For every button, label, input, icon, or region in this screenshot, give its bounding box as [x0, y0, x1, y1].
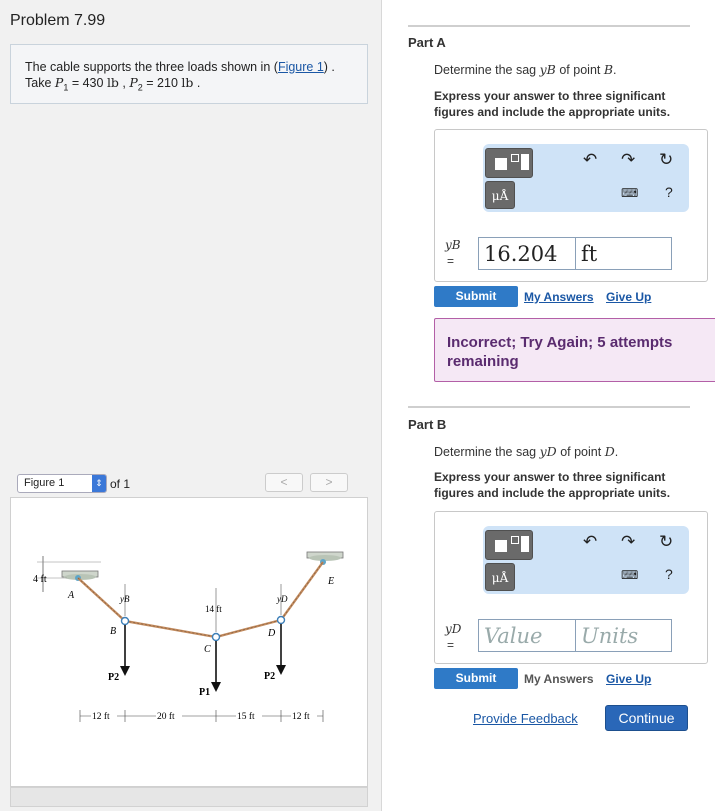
- p1-sub: 1: [63, 82, 69, 93]
- part-b-give-up-link[interactable]: Give Up: [606, 672, 652, 686]
- part-a-var-label: yB: [445, 238, 461, 252]
- p1-unit: lb: [106, 75, 119, 90]
- p1-label: P1: [199, 687, 211, 698]
- dim4-label: 12 ft: [292, 712, 310, 722]
- part-a-title: Part A: [408, 35, 446, 50]
- provide-feedback-link[interactable]: Provide Feedback: [473, 711, 578, 726]
- point-b-label: B: [110, 626, 117, 637]
- yb-label: yB: [120, 594, 130, 604]
- help-icon[interactable]: ?: [665, 566, 673, 582]
- units-button[interactable]: μÅ: [485, 181, 515, 209]
- template-button[interactable]: [485, 148, 533, 178]
- figure-count: of 1: [110, 477, 131, 491]
- p1-value: = 430: [71, 76, 104, 90]
- load-arrowhead-c: [211, 682, 221, 692]
- template-icon-box: [511, 536, 519, 544]
- point-d-label: D: [268, 628, 276, 639]
- p2-right-label: P2: [264, 671, 276, 682]
- part-b-var-label: yD: [445, 622, 462, 636]
- p2-value: = 210: [146, 76, 178, 90]
- part-a-question-point: B: [603, 62, 614, 77]
- dim1-label: 12 ft: [92, 712, 110, 722]
- template-icon-bar: [521, 154, 529, 170]
- part-a-answer-box: [434, 129, 708, 282]
- part-b-question-end: .: [614, 445, 619, 459]
- part-b-divider: [408, 406, 690, 408]
- p1-symbol: P: [54, 75, 64, 90]
- template-icon-bar: [521, 536, 529, 552]
- part-b-instruction: Express your answer to three significant figures and include the appropriate units.: [434, 470, 671, 500]
- part-b-question: [434, 444, 618, 459]
- next-figure-button[interactable]: >: [310, 473, 348, 492]
- point-e-label: E: [328, 576, 335, 587]
- statement-text-end: ) .: [323, 60, 335, 74]
- part-a-toolbar: [483, 144, 689, 212]
- figure-link[interactable]: Figure 1: [277, 60, 324, 74]
- help-icon[interactable]: ?: [665, 184, 673, 200]
- yd-label: yD: [277, 594, 288, 604]
- template-icon-box: [511, 154, 519, 162]
- figure-select[interactable]: [17, 474, 107, 493]
- figure-navigation-bar: [10, 469, 368, 497]
- part-a-equals: =: [447, 254, 455, 268]
- keyboard-icon[interactable]: ⌨: [621, 568, 639, 582]
- undo-icon[interactable]: ↶: [583, 150, 598, 169]
- figure-bottom-strip: [10, 787, 368, 807]
- p2-left-label: P2: [108, 672, 120, 683]
- part-a-question-var: yB: [539, 62, 556, 77]
- part-b-value-input[interactable]: Value: [478, 619, 576, 652]
- reset-icon[interactable]: ↻: [659, 150, 674, 169]
- figure-frame: [10, 497, 368, 787]
- statement-text: The cable supports the three loads shown in (: [25, 60, 278, 74]
- part-a-question-suffix: of point: [559, 63, 601, 77]
- template-button[interactable]: [485, 530, 533, 560]
- part-b-units-input[interactable]: Units: [575, 619, 672, 652]
- joint-c: [213, 634, 220, 641]
- point-a-label: A: [68, 590, 75, 601]
- p2-symbol: P: [129, 75, 138, 90]
- part-a-divider: [408, 25, 690, 27]
- part-b-answer-box: [434, 511, 708, 664]
- cable-figure: [11, 498, 367, 786]
- p2-unit: lb: [181, 75, 194, 90]
- part-b-question-var: yD: [539, 444, 557, 459]
- joint-d: [278, 617, 285, 624]
- take-label: Take: [25, 76, 52, 90]
- redo-icon[interactable]: ↷: [621, 150, 636, 169]
- part-b-question-suffix: of point: [560, 445, 602, 459]
- problem-statement: The cable supports the three loads shown in (Figure 1) . Take $P_1 = 430$ lb , $P_2 = 210$ lb .: [10, 44, 368, 104]
- part-a-feedback: Incorrect; Try Again; 5 attempts remaining: [434, 318, 715, 382]
- dim2-label: 20 ft: [157, 712, 175, 722]
- part-b-my-answers[interactable]: My Answers: [524, 672, 594, 686]
- keyboard-icon[interactable]: ⌨: [621, 186, 639, 200]
- height-label: 4 ft: [33, 574, 47, 585]
- select-arrows-icon: ⇕: [92, 475, 106, 492]
- part-a-question: [434, 62, 617, 77]
- part-b-question-prefix: Determine the sag: [434, 445, 537, 459]
- part-a-units-input[interactable]: ft: [575, 237, 672, 270]
- units-button[interactable]: μÅ: [485, 563, 515, 591]
- load-arrowhead-d: [276, 665, 286, 675]
- redo-icon[interactable]: ↷: [621, 532, 636, 551]
- part-b-title: Part B: [408, 417, 447, 432]
- part-a-submit-button[interactable]: Submit: [434, 286, 518, 307]
- point-c-label: C: [204, 644, 211, 655]
- dim3-label: 15 ft: [237, 712, 255, 722]
- figure-select-value: Figure 1: [24, 477, 65, 489]
- load-arrowhead-b: [120, 666, 130, 676]
- problem-title: Problem 7.99: [10, 12, 106, 29]
- part-b-equals: =: [447, 638, 455, 652]
- part-a-my-answers-link[interactable]: My Answers: [524, 290, 594, 304]
- part-a-question-prefix: Determine the sag: [434, 63, 537, 77]
- part-a-question-end: .: [613, 63, 617, 77]
- template-icon: [495, 540, 507, 552]
- part-a-instruction: Express your answer to three significant figures and include the appropriate units.: [434, 89, 671, 119]
- undo-icon[interactable]: ↶: [583, 532, 598, 551]
- reset-icon[interactable]: ↻: [659, 532, 674, 551]
- p2-sub: 2: [137, 82, 143, 93]
- part-b-toolbar: [483, 526, 689, 594]
- template-icon: [495, 158, 507, 170]
- joint-b: [122, 618, 129, 625]
- part-a-value-input[interactable]: 16.204: [478, 237, 576, 270]
- part-b-submit-button[interactable]: Submit: [434, 668, 518, 689]
- part-b-question-point: D: [604, 444, 615, 459]
- prev-figure-button[interactable]: <: [265, 473, 303, 492]
- part-a-give-up-link[interactable]: Give Up: [606, 290, 652, 304]
- continue-button[interactable]: Continue: [605, 705, 688, 731]
- mid-label: 14 ft: [205, 604, 222, 614]
